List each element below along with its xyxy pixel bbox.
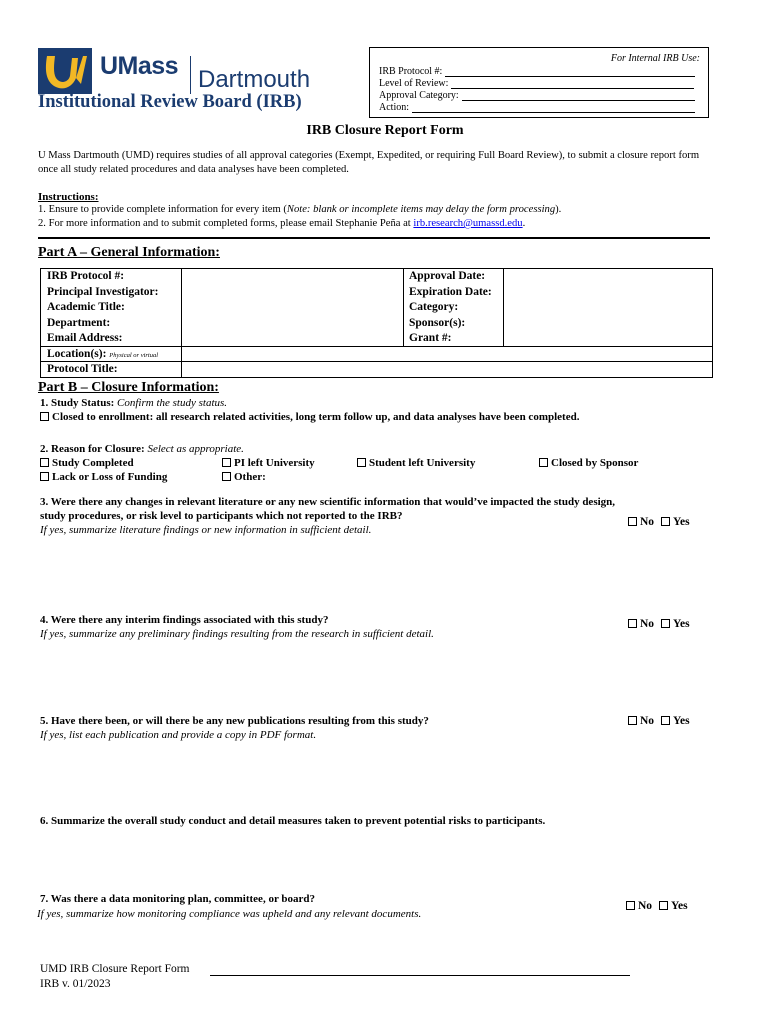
q2-label-row: 2. Reason for Closure: Select as appropriate. [40, 443, 244, 455]
form-title: IRB Closure Report Form [306, 123, 464, 138]
q6-answer-area[interactable] [40, 832, 710, 890]
label-approval-date: Approval Date: [409, 270, 486, 282]
q4-answer-area[interactable] [40, 644, 710, 712]
internal-field-line[interactable] [445, 67, 695, 77]
q1-option-closed[interactable]: Closed to enrollment: all research related activities, long term follow up, and data analyses have been completed. [40, 411, 579, 423]
checkbox[interactable] [222, 472, 231, 481]
table-divider [403, 269, 404, 346]
q4-yes-no[interactable]: No Yes [628, 618, 690, 630]
label-principal-investigator: Principal Investigator: [47, 285, 159, 298]
internal-field-line[interactable] [412, 103, 695, 113]
footer-version: IRB v. 01/2023 [40, 978, 111, 990]
q6-question: 6. Summarize the overall study conduct and detail measures taken to prevent potential risks to participants. [40, 815, 546, 827]
label-department: Department: [47, 316, 111, 329]
internal-field-label: Level of Review: [379, 78, 449, 89]
internal-field-protocol[interactable] [379, 66, 695, 77]
q2-option-study-completed[interactable]: Study Completed [40, 457, 134, 469]
yes-checkbox[interactable] [661, 716, 670, 725]
umass-logo-icon [38, 48, 92, 94]
left-labels [47, 269, 158, 347]
q1-label-row: 1. Study Status: Confirm the study status. [40, 397, 228, 409]
q5-hint: If yes, list each publication and provide a copy in PDF format. [40, 729, 317, 741]
label-irb-protocol: IRB Protocol #: [47, 270, 125, 282]
logo-dartmouth-text: Dartmouth [198, 66, 311, 93]
q3-question-line-2: study procedures, or risk level to participants which not reported to the IRB? [40, 510, 403, 522]
section-divider [38, 237, 710, 239]
q5-answer-area[interactable] [40, 745, 710, 811]
q3-answer-area[interactable] [40, 540, 710, 608]
part-b-heading: Part B – Closure Information: [38, 380, 219, 395]
q5-yes-no[interactable]: No Yes [628, 715, 690, 727]
footer-form-name: UMD IRB Closure Report Form [40, 963, 190, 975]
checkbox[interactable] [357, 458, 366, 467]
q2-option-pi-left[interactable]: PI left University [222, 457, 315, 469]
instruction-item-1: 1. Ensure to provide complete information for every item (Note: blank or incomplete items may delay the form processing). [38, 204, 562, 215]
logo-umass-text: UMass [100, 52, 179, 80]
yes-checkbox[interactable] [659, 901, 668, 910]
no-checkbox[interactable] [628, 517, 637, 526]
no-checkbox[interactable] [626, 901, 635, 910]
irb-title: Institutional Review Board (IRB) [38, 92, 302, 112]
q7-yes-no[interactable]: No Yes [626, 900, 688, 912]
q7-question: 7. Was there a data monitoring plan, committee, or board? [40, 893, 315, 905]
approval-info-input[interactable] [504, 269, 712, 346]
q2-option-other[interactable]: Other: [222, 471, 266, 483]
yes-checkbox[interactable] [661, 619, 670, 628]
internal-field-line[interactable] [462, 91, 695, 101]
internal-field-category[interactable] [379, 90, 695, 101]
pi-info-input[interactable] [182, 269, 403, 346]
general-info-table [40, 268, 713, 378]
right-labels [409, 269, 492, 347]
internal-field-label: Action: [379, 102, 409, 113]
instruction-item-2: 2. For more information and to submit completed forms, please email Stephanie Peña at irb.research@umassd.edu. [38, 218, 526, 229]
q3-question-line-1: 3. Were there any changes in relevant literature or any new scientific information that would’ve impacted the study design, [40, 496, 616, 508]
q2-option-lack-funding[interactable]: Lack or Loss of Funding [40, 471, 167, 483]
checkbox[interactable] [222, 458, 231, 467]
q2-option-student-left[interactable]: Student left University [357, 457, 475, 469]
internal-field-label: Approval Category: [379, 90, 459, 101]
q4-question: 4. Were there any interim findings associated with this study? [40, 614, 329, 626]
q2-option-closed-sponsor[interactable]: Closed by Sponsor [539, 457, 638, 469]
label-expiration-date: Expiration Date: [409, 285, 492, 298]
label-protocol-title: Protocol Title: [47, 363, 118, 375]
internal-use-box [369, 47, 709, 118]
q5-question: 5. Have there been, or will there be any new publications resulting from this study? [40, 715, 429, 727]
label-sponsors: Sponsor(s): [409, 316, 466, 329]
instructions-heading: Instructions: [38, 191, 99, 203]
location-input[interactable] [182, 347, 712, 361]
intro-paragraph: U Mass Dartmouth (UMD) requires studies of all approval categories (Exempt, Expedited, or requiring Full Board Review), to submit a closure report form once all study related procedures and data analyses have been completed. [38, 150, 700, 175]
label-email-address: Email Address: [47, 332, 123, 344]
checkbox[interactable] [40, 458, 49, 467]
q4-hint: If yes, summarize any preliminary findings resulting from the research in sufficient detail. [40, 628, 434, 640]
q7-answer-area[interactable] [40, 924, 710, 958]
internal-use-label: For Internal IRB Use: [610, 53, 700, 64]
part-a-heading: Part A – General Information: [38, 245, 220, 260]
footer-rule [210, 975, 630, 976]
label-category: Category: [409, 301, 459, 313]
internal-field-action[interactable] [379, 102, 695, 113]
no-checkbox[interactable] [628, 716, 637, 725]
q3-hint: If yes, summarize literature findings or new information in sufficient detail. [40, 524, 372, 536]
irb-email-link[interactable]: irb.research@umassd.edu [413, 218, 523, 229]
label-grant: Grant #: [409, 332, 452, 344]
checkbox[interactable] [40, 472, 49, 481]
checkbox[interactable] [40, 412, 49, 421]
no-checkbox[interactable] [628, 619, 637, 628]
logo-divider [190, 56, 191, 94]
q7-hint: If yes, summarize how monitoring compliance was upheld and any relevant documents. [37, 908, 422, 920]
yes-checkbox[interactable] [661, 517, 670, 526]
internal-field-line[interactable] [451, 79, 694, 89]
internal-field-level[interactable] [379, 78, 694, 89]
label-location: Location(s): Physical or virtual [47, 348, 159, 360]
protocol-title-input[interactable] [182, 362, 712, 377]
q3-yes-no[interactable]: No Yes [628, 516, 690, 528]
internal-field-label: IRB Protocol #: [379, 66, 443, 77]
label-academic-title: Academic Title: [47, 301, 125, 313]
checkbox[interactable] [539, 458, 548, 467]
